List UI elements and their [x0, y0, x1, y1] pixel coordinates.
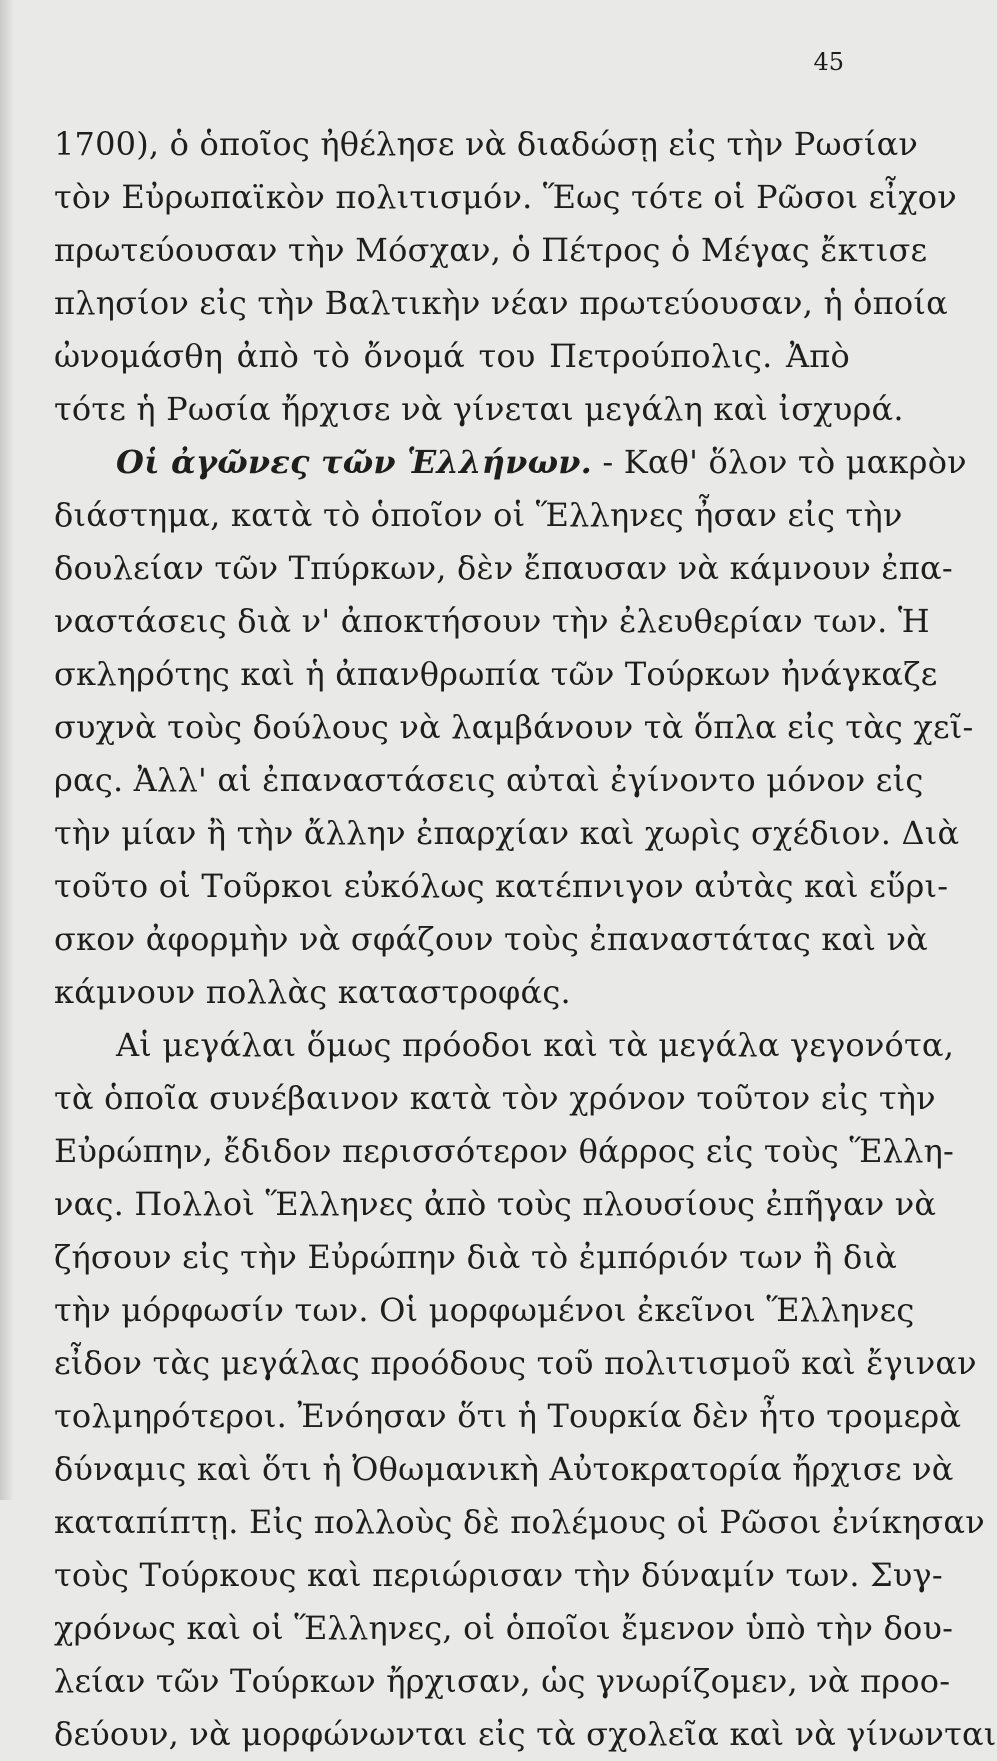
text-line: τὴν μόρφωσίν των. Οἱ μορφωμένοι ἐκεῖνοι Ἕλληνες	[54, 1291, 915, 1329]
text-line: Αἱ μεγάλαι ὅμως πρόοδοι καὶ τὰ μεγάλα γεγονότα,	[116, 1026, 955, 1064]
text-line: σκον ἀφορμὴν νὰ σφάζουν τοὺς ἐπαναστάτας καὶ νὰ	[54, 920, 928, 958]
text-line: συχνὰ τοὺς δούλους νὰ λαμβάνουν τὰ ὅπλα εἰς τὰς χεῖ-	[54, 708, 974, 746]
text-line: ζήσουν εἰς τὴν Εὐρώπην διὰ τὸ ἐμπόριόν των ἢ διὰ	[54, 1238, 898, 1276]
text-line: ὠνομάσθη ἀπὸ τὸ ὄνομά του Πετρούπολις. Ἀπὸ	[54, 337, 850, 375]
text-line: εἶδον τὰς μεγάλας προόδους τοῦ πολιτισμοῦ καὶ ἔγιναν	[54, 1344, 977, 1382]
section-heading-line	[54, 436, 967, 489]
text-line: τολμηρότεροι. Ἐνόησαν ὅτι ἡ Τουρκία δὲν ἦτο τρομερὰ	[54, 1397, 962, 1435]
text-line: τὰ ὁποῖα συνέβαινον κατὰ τὸν χρόνον τοῦτον εἰς τὴν	[54, 1079, 936, 1117]
text-line: - Καθ' ὅλον τὸ μακρὸν	[602, 443, 967, 481]
text-line: δεύουν, νὰ μορφώνωνται εἰς τὰ σχολεῖα καὶ νὰ γίνωνται	[54, 1715, 997, 1753]
text-line: Εὐρώπην, ἔδιδον περισσότερον θάρρος εἰς τοὺς Ἕλλη-	[54, 1132, 955, 1170]
text-line: δύναμις καὶ ὅτι ἡ Ὀθωμανικὴ Αὐτοκρατορία ἤρχισε νὰ	[54, 1450, 954, 1488]
text-line: ρας. Ἀλλ' αἱ ἐπαναστάσεις αὐταὶ ἐγίνοντο μόνον εἰς	[54, 761, 924, 799]
text-line: κάμνουν πολλὰς καταστροφάς.	[54, 973, 571, 1011]
text-line: 1700), ὁ ὁποῖος ἠθέλησε νὰ διαδώσῃ εἰς τὴν Ρωσίαν	[54, 125, 919, 163]
body-text	[54, 118, 997, 1761]
section-heading: Οἱ ἀγῶνες τῶν Ἑλλήνων.	[116, 443, 592, 481]
text-line: τὸν Εὐρωπαϊκὸν πολιτισμόν. Ἕως τότε οἱ Ρῶσοι εἶχον	[54, 178, 957, 216]
text-line: λείαν τῶν Τούρκων ἤρχισαν, ὡς γνωρίζομεν, νὰ προο-	[54, 1662, 951, 1700]
text-line: τοῦτο οἱ Τοῦρκοι εὐκόλως κατέπνιγον αὐτὰς καὶ εὕρι-	[54, 867, 949, 905]
text-line: σκληρότης καὶ ἡ ἀπανθρωπία τῶν Τούρκων ἠνάγκαζε	[54, 655, 938, 693]
text-line: τοὺς Τούρκους καὶ περιώρισαν τὴν δύναμίν των. Συγ-	[54, 1556, 943, 1594]
text-line: καταπίπτῃ. Εἰς πολλοὺς δὲ πολέμους οἱ Ρῶσοι ἐνίκησαν	[54, 1503, 985, 1541]
text-line: τότε ἡ Ρωσία ἤρχισε νὰ γίνεται μεγάλη καὶ ἰσχυρά.	[54, 390, 904, 428]
text-line: ναστάσεις διὰ ν' ἀποκτήσουν τὴν ἐλευθερίαν των. Ἡ	[54, 602, 930, 640]
text-line: πλησίον εἰς τὴν Βαλτικὴν νέαν πρωτεύουσαν, ἡ ὁποία	[54, 284, 948, 322]
text-line: τὴν μίαν ἢ τὴν ἄλλην ἐπαρχίαν καὶ χωρὶς σχέδιον. Διὰ	[54, 814, 960, 852]
page-number: 45	[813, 48, 844, 76]
text-line: χρόνως καὶ οἱ Ἕλληνες, οἱ ὁποῖοι ἔμενον ὑπὸ τὴν δου-	[54, 1609, 954, 1647]
text-line: διάστημα, κατὰ τὸ ὁποῖον οἱ Ἕλληνες ἦσαν εἰς τὴν	[54, 496, 903, 534]
page-edge-shadow	[0, 0, 14, 1500]
text-line: δουλείαν τῶν Τπύρκων, δὲν ἔπαυσαν νὰ κάμνουν ἐπα-	[54, 549, 953, 587]
text-line: πρωτεύουσαν τὴν Μόσχαν, ὁ Πέτρος ὁ Μέγας ἔκτισε	[54, 231, 928, 269]
text-line: νας. Πολλοὶ Ἕλληνες ἀπὸ τοὺς πλουσίους ἐπῆγαν νὰ	[54, 1185, 937, 1223]
